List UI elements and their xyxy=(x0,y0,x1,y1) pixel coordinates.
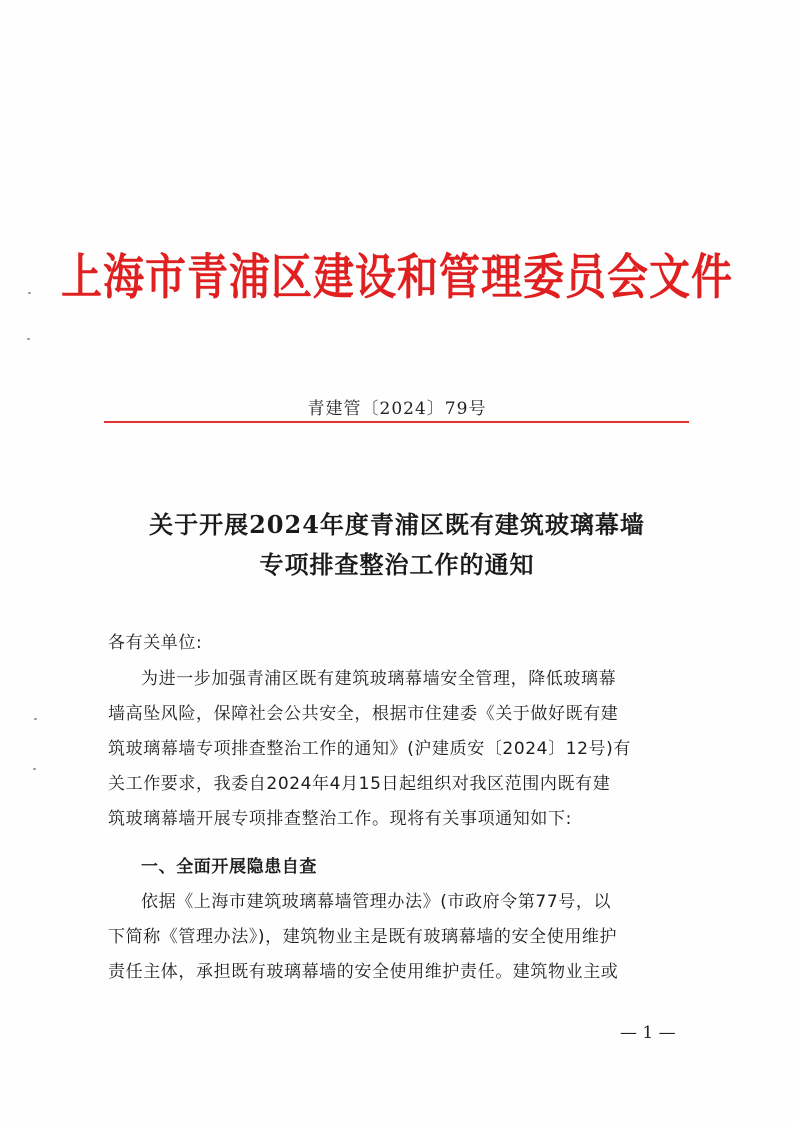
scan-speck xyxy=(27,338,30,340)
body-line: 墙高坠风险，保障社会公共安全，根据市住建委《关于做好既有建 xyxy=(108,704,619,724)
body-line: 筑玻璃幕墙开展专项排查整治工作。现将有关事项通知如下: xyxy=(108,809,572,829)
body-line: 为进一步加强青浦区既有建筑玻璃幕墙安全管理，降低玻璃幕 xyxy=(141,669,617,689)
scan-speck xyxy=(34,718,37,720)
body-line: 依据《上海市建筑玻璃幕墙管理办法》(市政府令第77号，以 xyxy=(141,892,612,912)
document-title-line-2: 专项排查整治工作的通知 xyxy=(259,550,535,579)
document-title-line-1: 关于开展2024年度青浦区既有建筑玻璃幕墙 xyxy=(149,510,645,539)
section-heading-1: 一、全面开展隐患自查 xyxy=(141,857,317,877)
body-line: 下简称《管理办法》)，建筑物业主是既有玻璃幕墙的安全使用维护 xyxy=(108,927,618,947)
body-line: 筑玻璃幕墙专项排查整治工作的通知》(沪建质安〔2024〕12号)有 xyxy=(108,739,631,759)
document-number: 青建管〔2024〕79号 xyxy=(307,399,487,419)
scan-speck xyxy=(33,768,36,770)
issuer-header: 上海市青浦区建设和管理委员会文件 xyxy=(61,248,733,306)
body-line: 责任主体，承担既有玻璃幕墙的安全使用维护责任。建筑物业主或 xyxy=(108,962,619,982)
page-number: — 1 — xyxy=(620,1023,676,1043)
red-separator-line xyxy=(104,421,689,423)
salutation: 各有关单位: xyxy=(108,633,203,653)
body-line: 关工作要求，我委自2024年4月15日起组织对我区范围内既有建 xyxy=(108,774,611,794)
